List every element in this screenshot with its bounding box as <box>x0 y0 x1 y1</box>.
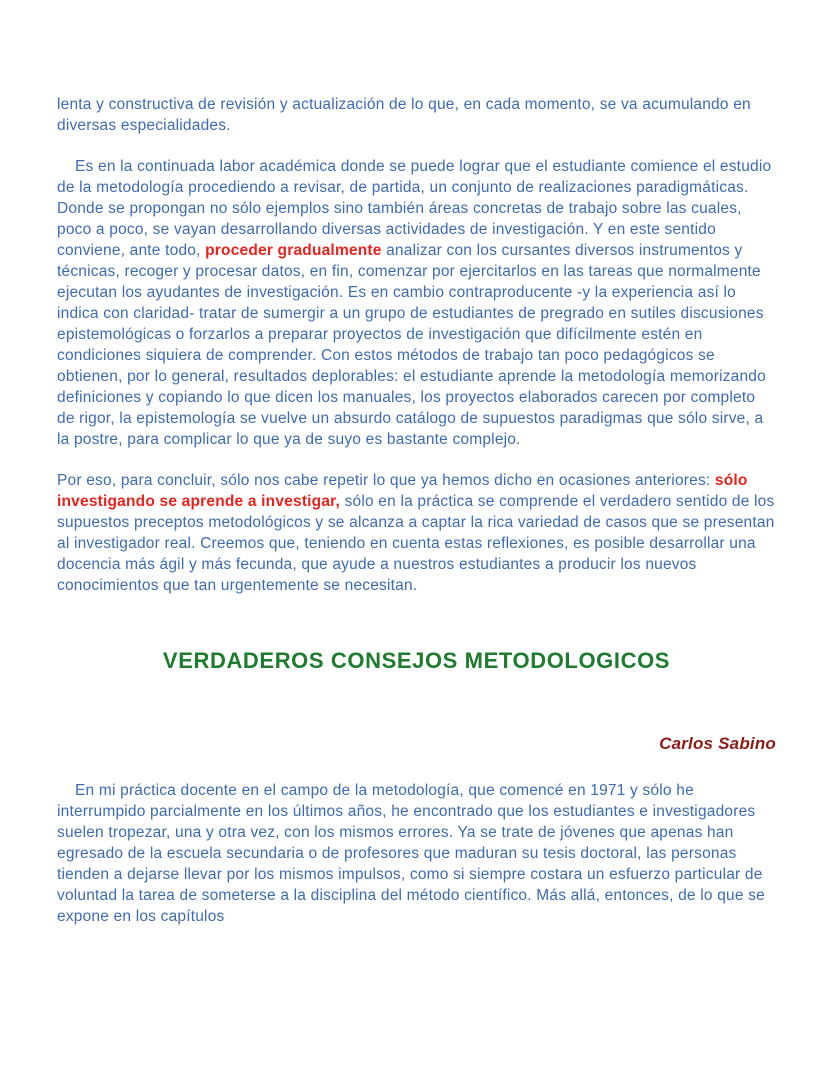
paragraph-continuation: lenta y constructiva de revisión y actualización de lo que, en cada momento, se va acumulando en diversas especialidades. <box>57 96 751 134</box>
paragraph-text-before-highlight: Es en la continuada labor académica donde se puede lograr que el estudiante comience el estudio de la metodología procediendo a revisar, de partida, un conjunto de realizaciones paradigmáticas. Donde se propongan no sólo ejemplos sino también áreas concretas de trabajo sobre las cuales, poco a poco, se vayan desarrollando diversas actividades de investigación. Y en este sentido conviene, ante todo, <box>57 158 772 259</box>
paragraph-academic-work <box>57 156 776 450</box>
paragraph-text-after-highlight: analizar con los cursantes diversos instrumentos y técnicas, recoger y procesar datos, en fin, comenzar por ejercitarlos en las tareas que normalmente ejecutan los ayudantes de investigación. Es en cambio contraproducente -y la experiencia así lo indica con claridad- tratar de sumergir a un grupo de estudiantes de pregrado en sutiles discusiones epistemológicas o forzarlos a preparar proyectos de investigación que difícilmente estén en condiciones siquiera de comprender. Con estos métodos de trabajo tan poco pedagógicos se obtienen, por lo general, resultados deplorables: el estudiante aprende la metodología memorizando definiciones y copiando lo que dicen los manuales, los proyectos elaborados carecen por completo de rigor, la epistemología se vuelve un absurdo catálogo de supuestos paradigmas que sólo sirve, a la postre, para complicar lo que ya de suyo es bastante complejo. <box>57 242 766 448</box>
paragraph-conclusion <box>57 470 776 596</box>
highlight-solo-investigando: sólo investigando se aprende a investigar, <box>57 472 748 510</box>
page-content <box>57 94 776 927</box>
highlight-proceder-gradualmente: proceder gradualmente <box>205 242 382 259</box>
paragraph-teaching-practice: En mi práctica docente en el campo de la metodología, que comencé en 1971 y sólo he interrumpido parcialmente en los últimos años, he encontrado que los estudiantes e investigadores suelen tropezar, una y otra vez, con los mismos errores. Ya se trate de jóvenes que apenas han egresado de la escuela secundaria o de profesores que maduran su tesis doctoral, las personas tienden a dejarse llevar por los mismos impulsos, como si siempre costara un esfuerzo particular de voluntad la tarea de someterse a la disciplina del método científico. Más allá, entonces, de lo que se expone en los capítulos <box>57 782 765 925</box>
section-heading: VERDADEROS CONSEJOS METODOLOGICOS <box>162 648 671 673</box>
author-byline: Carlos Sabino <box>659 734 776 753</box>
paragraph-text-after-highlight: sólo en la práctica se comprende el verdadero sentido de los supuestos preceptos metodológicos y se alcanza a captar la rica variedad de casos que se presentan al investigador real. Creemos que, teniendo en cuenta estas reflexiones, es posible desarrollar una docencia más ágil y más fecunda, que ayude a nuestros estudiantes a producir los nuevos conocimientos que tan urgentemente se necesitan. <box>57 493 775 594</box>
paragraph-text-before-highlight: Por eso, para concluir, sólo nos cabe repetir lo que ya hemos dicho en ocasiones anteriores: <box>57 472 715 489</box>
